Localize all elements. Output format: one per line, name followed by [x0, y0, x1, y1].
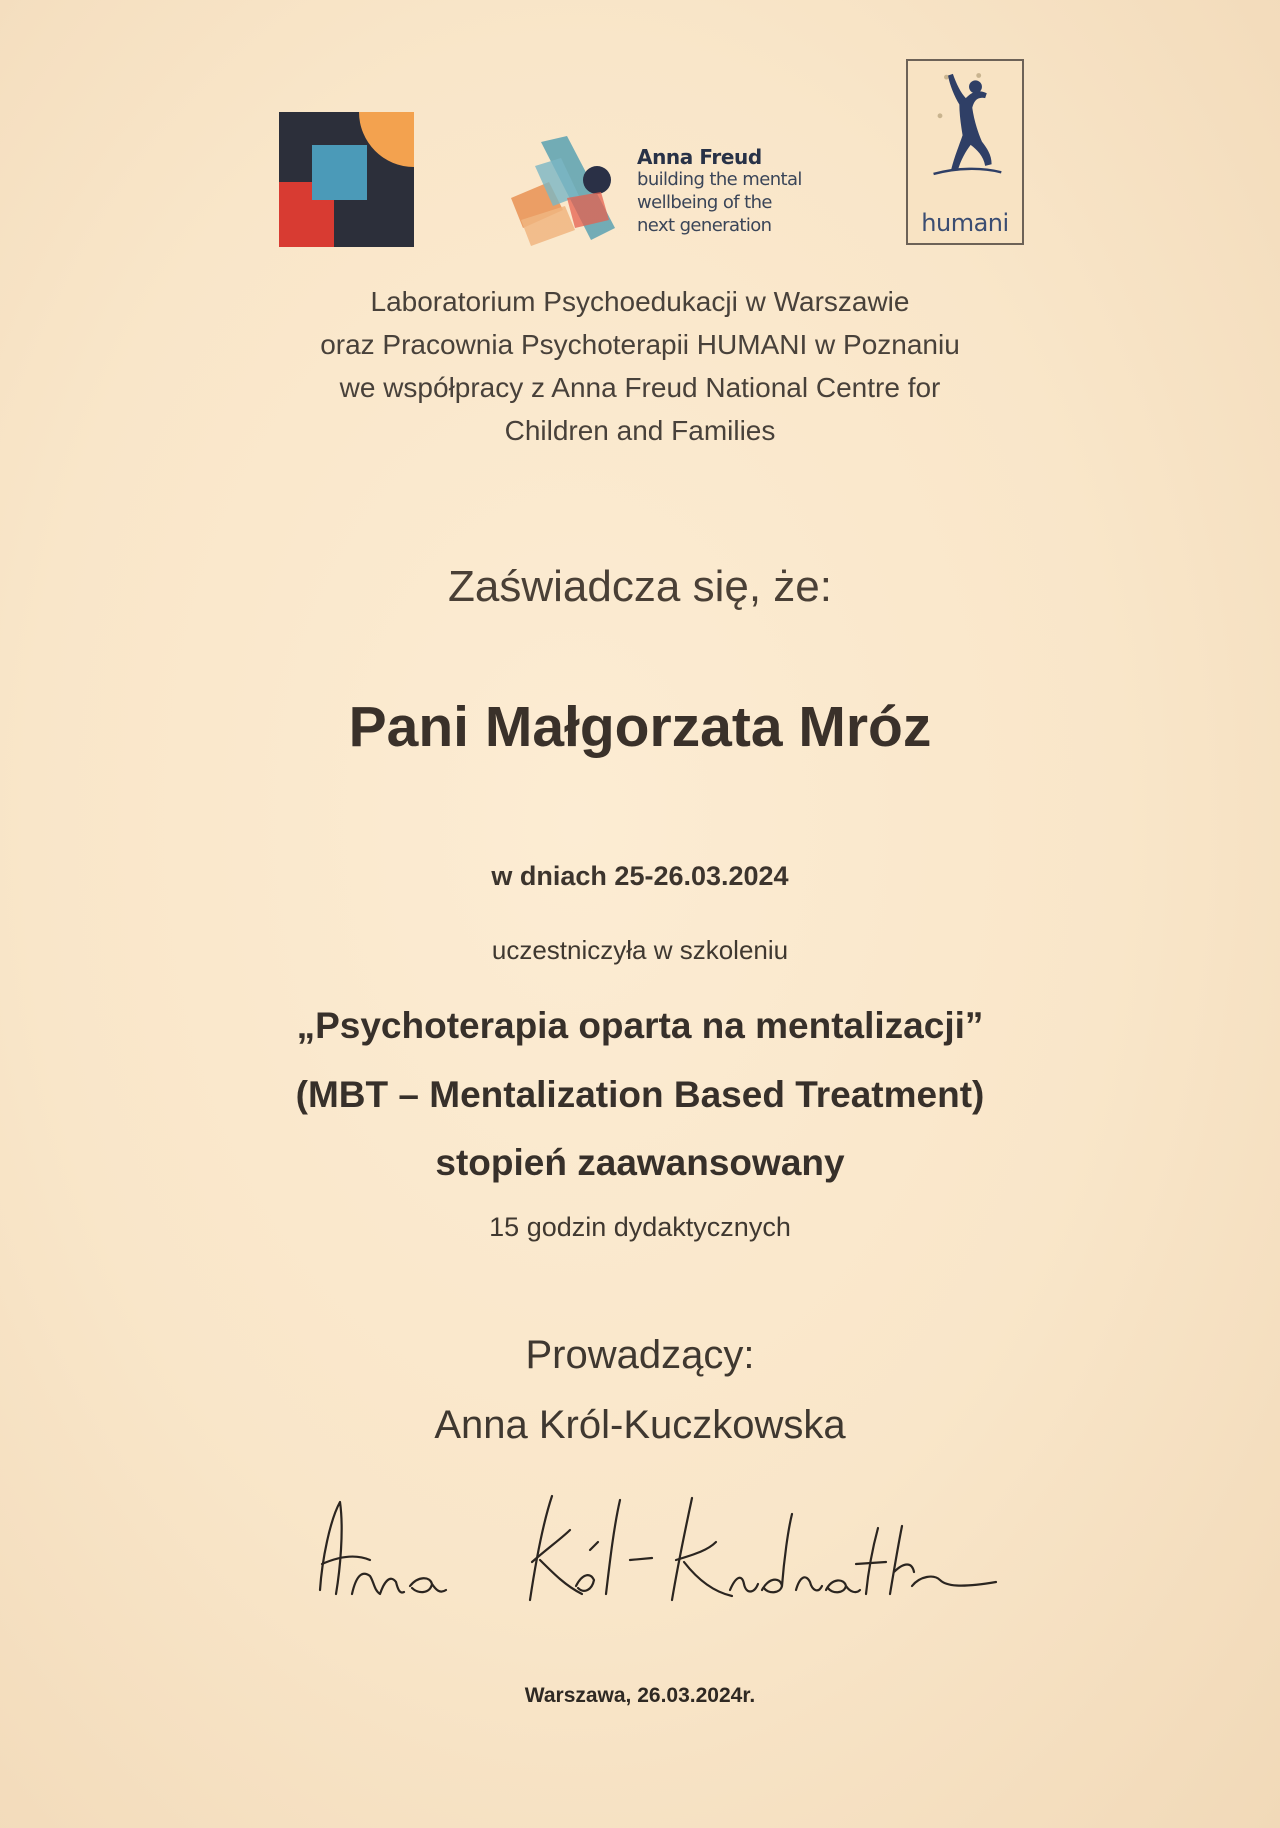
recipient-name: Pani Małgorzata Mróz	[348, 695, 932, 759]
humani-label: humani	[921, 209, 1009, 237]
anna-freud-tagline-2: wellbeing of the	[637, 192, 772, 213]
anna-freud-tagline-3: next generation	[637, 215, 772, 236]
anna-freud-logo-mark	[505, 136, 635, 248]
course-title: „Psychoterapia oparta na mentalizacji”	[296, 1005, 984, 1046]
instructor-name: Anna Król-Kuczkowska	[434, 1403, 846, 1447]
handwritten-signature	[300, 1490, 1010, 1620]
logo-header	[0, 0, 1280, 260]
course-level: stopień zaawansowany	[435, 1142, 845, 1183]
humani-figure-icon	[908, 61, 1022, 211]
anna-freud-name: Anna Freud	[637, 145, 762, 169]
organizers-line-4: Children and Families	[504, 415, 776, 446]
course-hours: 15 godzin dydaktycznych	[489, 1212, 791, 1242]
anna-freud-tagline-1: building the mental	[637, 169, 802, 190]
humani-logo	[906, 59, 1024, 245]
organizers-line-1: Laboratorium Psychoedukacji w Warszawie	[370, 286, 910, 317]
instructor-label: Prowadzący:	[525, 1333, 755, 1377]
certification-statement: Zaświadcza się, że:	[448, 562, 832, 611]
participation-text: uczestniczyła w szkoleniu	[491, 935, 789, 965]
training-dates: w dniach 25-26.03.2024	[491, 861, 789, 891]
organizers-block	[140, 280, 1140, 452]
anna-freud-wordmark	[637, 146, 837, 237]
organizers-line-3: we współpracy z Anna Freud National Centre for	[339, 372, 941, 403]
course-subtitle: (MBT – Mentalization Based Treatment)	[295, 1074, 985, 1115]
organizers-line-2: oraz Pracownia Psychoterapii HUMANI w Poznaniu	[320, 329, 960, 360]
laboratorium-logo	[279, 112, 414, 247]
place-and-date: Warszawa, 26.03.2024r.	[524, 1684, 756, 1707]
